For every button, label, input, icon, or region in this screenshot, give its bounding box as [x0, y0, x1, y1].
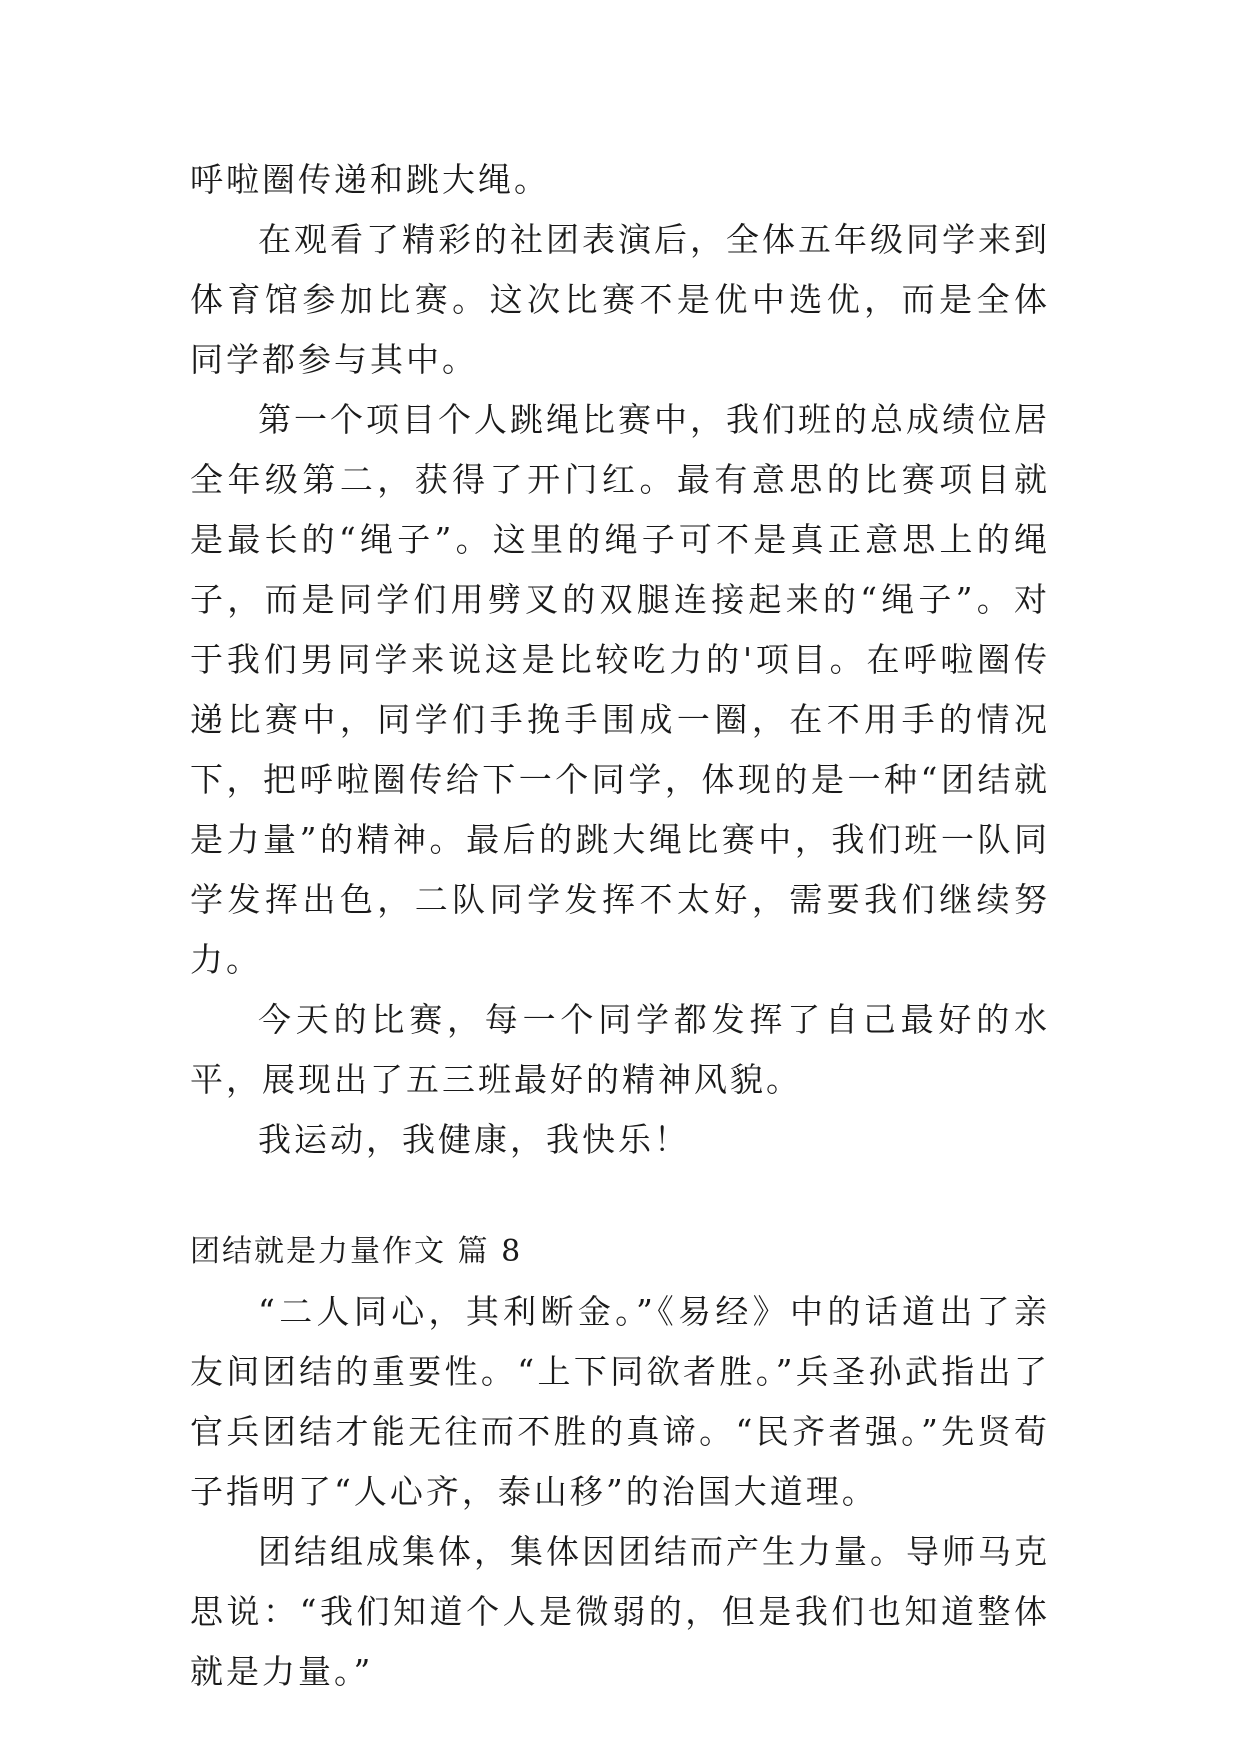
section-spacer: [190, 1170, 1050, 1222]
document-body: [190, 150, 1050, 1702]
paragraph-closing-slogan: 我运动，我健康，我快乐！: [258, 1120, 690, 1159]
paragraph-class-spirit: 今天的比赛，每一个同学都发挥了自己最好的水平，展现出了五三班最好的精神风貌。: [190, 1000, 1050, 1099]
paragraph-club-performance: 在观看了精彩的社团表演后，全体五年级同学来到体育馆参加比赛。这次比赛不是优中选优，而是全体同学都参与其中。: [190, 220, 1050, 379]
paragraph-classical-quotes: “二人同心，其利断金。”《易经》中的话道出了亲友间团结的重要性。“上下同欲者胜。”兵圣孙武指出了官兵团结才能无往而不胜的真谛。“民齐者强。”先贤荀子指明了“人心齐，泰山移”的治国大道理。: [190, 1292, 1050, 1511]
section-heading: 团结就是力量作文 篇 8: [190, 1234, 523, 1269]
paragraph-marx-quote: 团结组成集体，集体因团结而产生力量。导师马克思说：“我们知道个人是微弱的，但是我们也知道整体就是力量。”: [190, 1532, 1050, 1691]
paragraph-competition-events: 第一个项目个人跳绳比赛中，我们班的总成绩位居全年级第二，获得了开门红。最有意思的比赛项目就是最长的“绳子”。这里的绳子可不是真正意思上的绳子，而是同学们用劈叉的双腿连接起来的“绳子”。对于我们男同学来说这是比较吃力的'项目。在呼啦圈传递比赛中，同学们手挽手围成一圈，在不用手的情况下，把呼啦圈传给下一个同学，体现的是一种“团结就是力量”的精神。最后的跳大绳比赛中，我们班一队同学发挥出色，二队同学发挥不太好，需要我们继续努力。: [190, 400, 1050, 979]
paragraph-continuation: 呼啦圈传递和跳大绳。: [190, 160, 550, 199]
